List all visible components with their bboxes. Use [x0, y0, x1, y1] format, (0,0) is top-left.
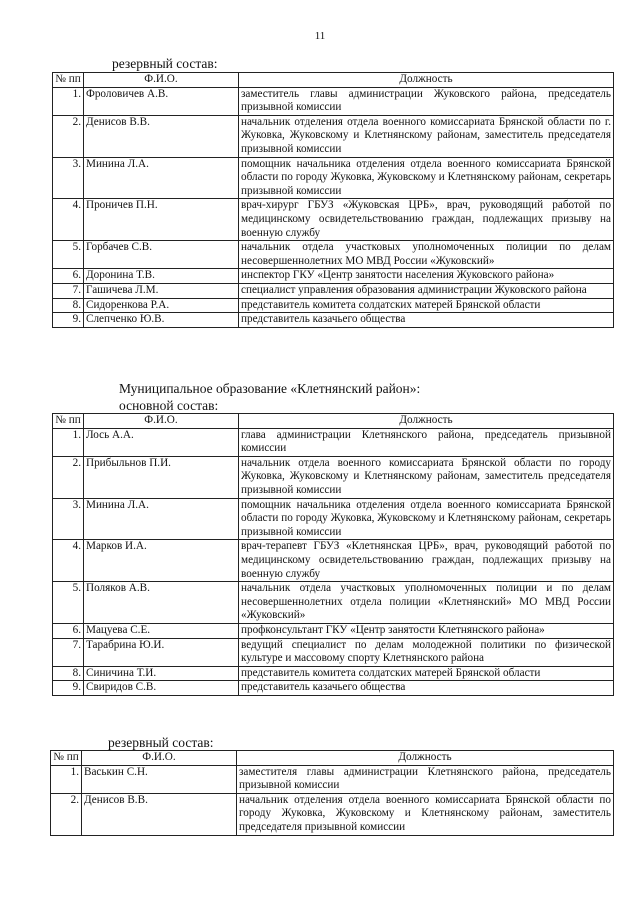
row-number: 8. — [53, 298, 84, 313]
person-position: представитель казачьего общества — [239, 681, 614, 696]
person-position: представитель казачьего общества — [239, 313, 614, 328]
col-header-num: № пп — [53, 414, 84, 429]
table-row — [53, 298, 614, 313]
person-name: Марков И.А. — [84, 540, 239, 582]
row-number: 4. — [53, 540, 84, 582]
row-number: 5. — [53, 582, 84, 624]
table-row — [53, 313, 614, 328]
main-composition-heading: основной состав: — [119, 398, 219, 413]
person-name: Денисов В.В. — [84, 115, 239, 157]
table-row — [53, 681, 614, 696]
row-number: 9. — [53, 313, 84, 328]
section1-table — [52, 72, 614, 328]
section1-heading: резервный состав: — [112, 56, 218, 71]
person-position: заместителя главы администрации Клетнянского района, председатель призывной комиссии — [237, 765, 614, 793]
col-header-position: Должность — [239, 414, 614, 429]
person-position: представитель комитета солдатских матерей Брянской области — [239, 666, 614, 681]
person-position: врач-хирург ГБУЗ «Жуковская ЦРБ», врач, руководящий работой по медицинскому освидетельствованию граждан, подлежащих призыву на военную службу — [239, 199, 614, 241]
table-row — [53, 269, 614, 284]
section1-table-body — [53, 87, 614, 327]
person-name: Свиридов С.В. — [84, 681, 239, 696]
section2-table — [52, 413, 614, 696]
person-name: Прибыльнов П.И. — [84, 456, 239, 498]
person-name: Гашичева Л.М. — [84, 283, 239, 298]
row-number: 5. — [53, 241, 84, 269]
person-position: помощник начальника отделения отдела военного комиссариата Брянской области по городу Жуковка, Жуковскому и Клетнянскому районам, секретарь призывной комиссии — [239, 157, 614, 199]
page-number: 11 — [314, 30, 326, 42]
section2-table-body — [53, 428, 614, 695]
person-name: Минина Л.А. — [84, 498, 239, 540]
person-position: начальник отделения отдела военного комиссариата Брянской области по городу Жуковка, Жуковскому и Клетнянскому районам, заместитель председателя призывной комиссии — [237, 793, 614, 835]
col-header-name: Ф.И.О. — [84, 414, 239, 429]
person-name: Васькин С.Н. — [82, 765, 237, 793]
col-header-name: Ф.И.О. — [82, 751, 237, 766]
table-row — [53, 638, 614, 666]
person-name: Денисов В.В. — [82, 793, 237, 835]
person-position: врач-терапевт ГБУЗ «Клетнянская ЦРБ», врач, руководящий работой по медицинскому освидетельствованию граждан, подлежащих призыву на военную службу — [239, 540, 614, 582]
col-header-position: Должность — [239, 73, 614, 88]
section3-heading: резервный состав: — [108, 735, 214, 750]
row-number: 2. — [53, 115, 84, 157]
person-name: Синичина Т.И. — [84, 666, 239, 681]
row-number: 4. — [53, 199, 84, 241]
person-name: Доронина Т.В. — [84, 269, 239, 284]
table-row — [53, 456, 614, 498]
row-number: 6. — [53, 269, 84, 284]
person-position: специалист управления образования администрации Жуковского района — [239, 283, 614, 298]
person-name: Горбачев С.В. — [84, 241, 239, 269]
row-number: 1. — [53, 428, 84, 456]
person-position: начальник отдела военного комиссариата Брянской области по городу Жуковка, Жуковскому и Клетнянскому районам, заместитель председателя призывной комиссии — [239, 456, 614, 498]
row-number: 3. — [53, 157, 84, 199]
table-row — [53, 666, 614, 681]
person-position: начальник отдела участковых уполномоченных полиции и по делам несовершеннолетних отдела полиции «Клетнянский» МО МВД России «Жуковский» — [239, 582, 614, 624]
table-row — [53, 115, 614, 157]
person-name: Мацуева С.Е. — [84, 623, 239, 638]
col-header-num: № пп — [51, 751, 82, 766]
person-name: Проничев П.Н. — [84, 199, 239, 241]
person-name: Фроловичев А.В. — [84, 87, 239, 115]
table-header-row — [53, 73, 614, 88]
row-number: 1. — [53, 87, 84, 115]
person-name: Лось А.А. — [84, 428, 239, 456]
person-position: представитель комитета солдатских матерей Брянской области — [239, 298, 614, 313]
table-row — [53, 199, 614, 241]
table-row — [53, 428, 614, 456]
table-row — [53, 87, 614, 115]
table-row — [53, 582, 614, 624]
row-number: 8. — [53, 666, 84, 681]
person-position: профконсультант ГКУ «Центр занятости Клетнянского района» — [239, 623, 614, 638]
table-row — [53, 241, 614, 269]
table-row — [53, 283, 614, 298]
person-position: глава администрации Клетнянского района, председатель призывной комиссии — [239, 428, 614, 456]
row-number: 9. — [53, 681, 84, 696]
row-number: 2. — [53, 456, 84, 498]
person-name: Тарабрина Ю.И. — [84, 638, 239, 666]
person-position: начальник отделения отдела военного комиссариата Брянской области по г. Жуковка, Жуковскому и Клетнянскому районам, заместитель председателя призывной комиссии — [239, 115, 614, 157]
person-position: инспектор ГКУ «Центр занятости населения Жуковского района» — [239, 269, 614, 284]
person-position: помощник начальника отделения отдела военного комиссариата Брянской области по городу Жуковка, Жуковскому и Клетнянскому районам, секретарь призывной комиссии — [239, 498, 614, 540]
municipality-heading: Муниципальное образование «Клетнянский район»: — [119, 381, 421, 396]
table-header-row — [53, 414, 614, 429]
row-number: 3. — [53, 498, 84, 540]
table-row — [51, 765, 614, 793]
col-header-name: Ф.И.О. — [84, 73, 239, 88]
person-name: Поляков А.В. — [84, 582, 239, 624]
person-position: начальник отдела участковых уполномоченных полиции по делам несовершеннолетних МО МВД России «Жуковский» — [239, 241, 614, 269]
row-number: 7. — [53, 638, 84, 666]
col-header-num: № пп — [53, 73, 84, 88]
person-name: Минина Л.А. — [84, 157, 239, 199]
section3-table — [50, 750, 614, 836]
person-position: ведущий специалист по делам молодежной политики по физической культуре и массовому спорту Клетнянского района — [239, 638, 614, 666]
row-number: 6. — [53, 623, 84, 638]
table-row — [53, 157, 614, 199]
table-row — [53, 623, 614, 638]
table-row — [51, 793, 614, 835]
row-number: 1. — [51, 765, 82, 793]
col-header-position: Должность — [237, 751, 614, 766]
person-position: заместитель главы администрации Жуковского района, председатель призывной комиссии — [239, 87, 614, 115]
section3-table-body — [51, 765, 614, 835]
table-row — [53, 540, 614, 582]
person-name: Сидоренкова Р.А. — [84, 298, 239, 313]
row-number: 2. — [51, 793, 82, 835]
row-number: 7. — [53, 283, 84, 298]
person-name: Слепченко Ю.В. — [84, 313, 239, 328]
table-row — [53, 498, 614, 540]
table-header-row — [51, 751, 614, 766]
